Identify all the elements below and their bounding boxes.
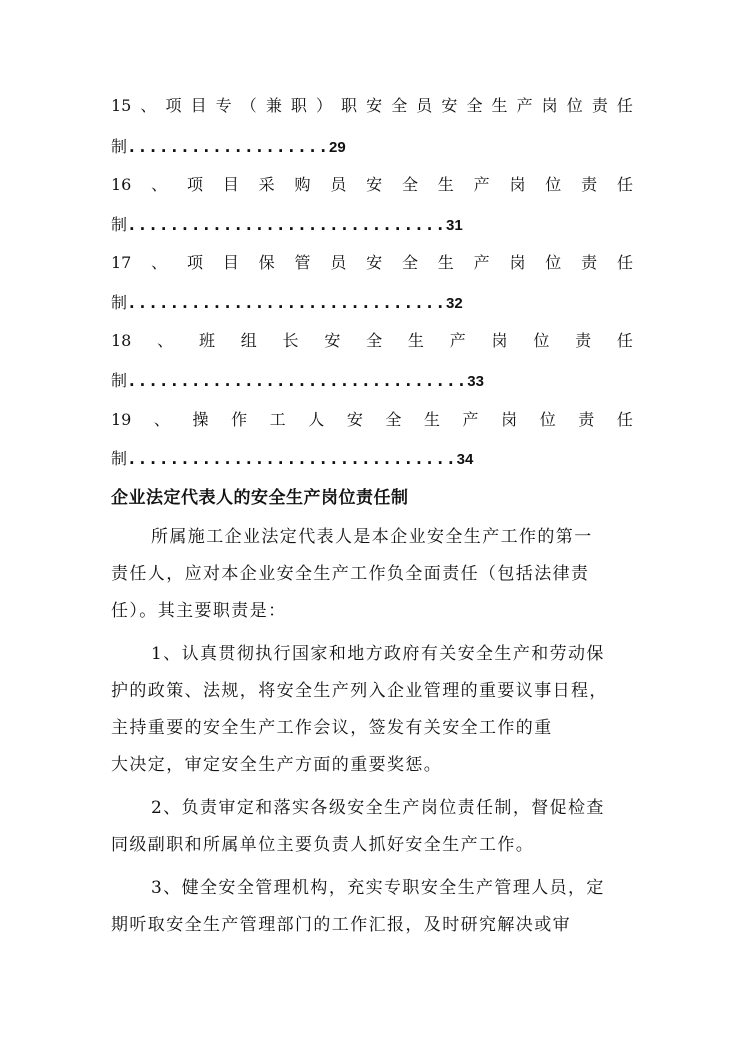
toc-entry-number: 17 bbox=[111, 253, 132, 272]
duty-item-1: 1、认真贯彻执行国家和地方政府有关安全生产和劳动保 护的政策、法规，将安全生产列入企业管理的重要议事日程， 主持重要的安全生产工作会议，签发有关安全工作的重 大决定，审定安全生产方面的重要奖惩。 bbox=[111, 644, 608, 775]
toc-leader: ................................ bbox=[127, 371, 468, 390]
toc-leader: ................... bbox=[127, 137, 330, 156]
toc-entry-number: 18 bbox=[111, 331, 132, 350]
toc-entry-number: 15 bbox=[111, 96, 132, 115]
toc-entry-15-link[interactable]: 制...................29 bbox=[111, 137, 346, 156]
toc-leader: .............................. bbox=[127, 293, 446, 312]
toc-entry-18-title: 18 、 班 组 长 安 全 生 产 岗 位 责 任 bbox=[111, 329, 633, 353]
toc-page-number: 33 bbox=[467, 373, 484, 390]
toc-entry-16-title: 16 、 项 目 采 购 员 安 全 生 产 岗 位 责 任 bbox=[111, 173, 633, 197]
intro-paragraph: 所属施工企业法定代表人是本企业安全生产工作的第一 责任人，应对本企业安全生产工作负全面责任（包括法律责 任）。其主要职责是： bbox=[111, 527, 593, 621]
section-heading: 企业法定代表人的安全生产岗位责任制 bbox=[111, 488, 409, 508]
toc-entry-18-link[interactable]: 制................................33 bbox=[111, 371, 484, 390]
toc-entry-number: 19 bbox=[111, 410, 132, 429]
toc-leader: ............................... bbox=[127, 449, 457, 468]
toc-entry-16-link[interactable]: 制..............................31 bbox=[111, 215, 463, 234]
toc-page-number: 31 bbox=[446, 217, 463, 234]
toc-leader: .............................. bbox=[127, 215, 446, 234]
duty-item-2: 2、负责审定和落实各级安全生产岗位责任制，督促检查 同级副职和所属单位主要负责人抓好安全生产工作。 bbox=[111, 798, 605, 855]
toc-entry-19-link[interactable]: 制...............................34 bbox=[111, 449, 474, 468]
duty-item-3: 3、健全安全管理机构，充实专职安全生产管理人员，定 期听取安全生产管理部门的工作汇报，及时研究解决或审 bbox=[111, 878, 605, 935]
toc-page-number: 29 bbox=[329, 139, 346, 156]
toc-page-number: 34 bbox=[456, 451, 474, 468]
toc-page-number: 32 bbox=[446, 295, 463, 312]
toc-entry-15-title: 15 、 项 目 专 （ 兼 职 ） 职 安 全 员 安 全 生 产 岗 位 责 任 bbox=[111, 94, 633, 118]
toc-entry-number: 16 bbox=[111, 175, 132, 194]
toc-entry-19-title: 19 、 操 作 工 人 安 全 生 产 岗 位 责 任 bbox=[111, 408, 633, 432]
toc-entry-17-title: 17 、 项 目 保 管 员 安 全 生 产 岗 位 责 任 bbox=[111, 251, 633, 275]
toc-entry-17-link[interactable]: 制..............................32 bbox=[111, 293, 463, 312]
